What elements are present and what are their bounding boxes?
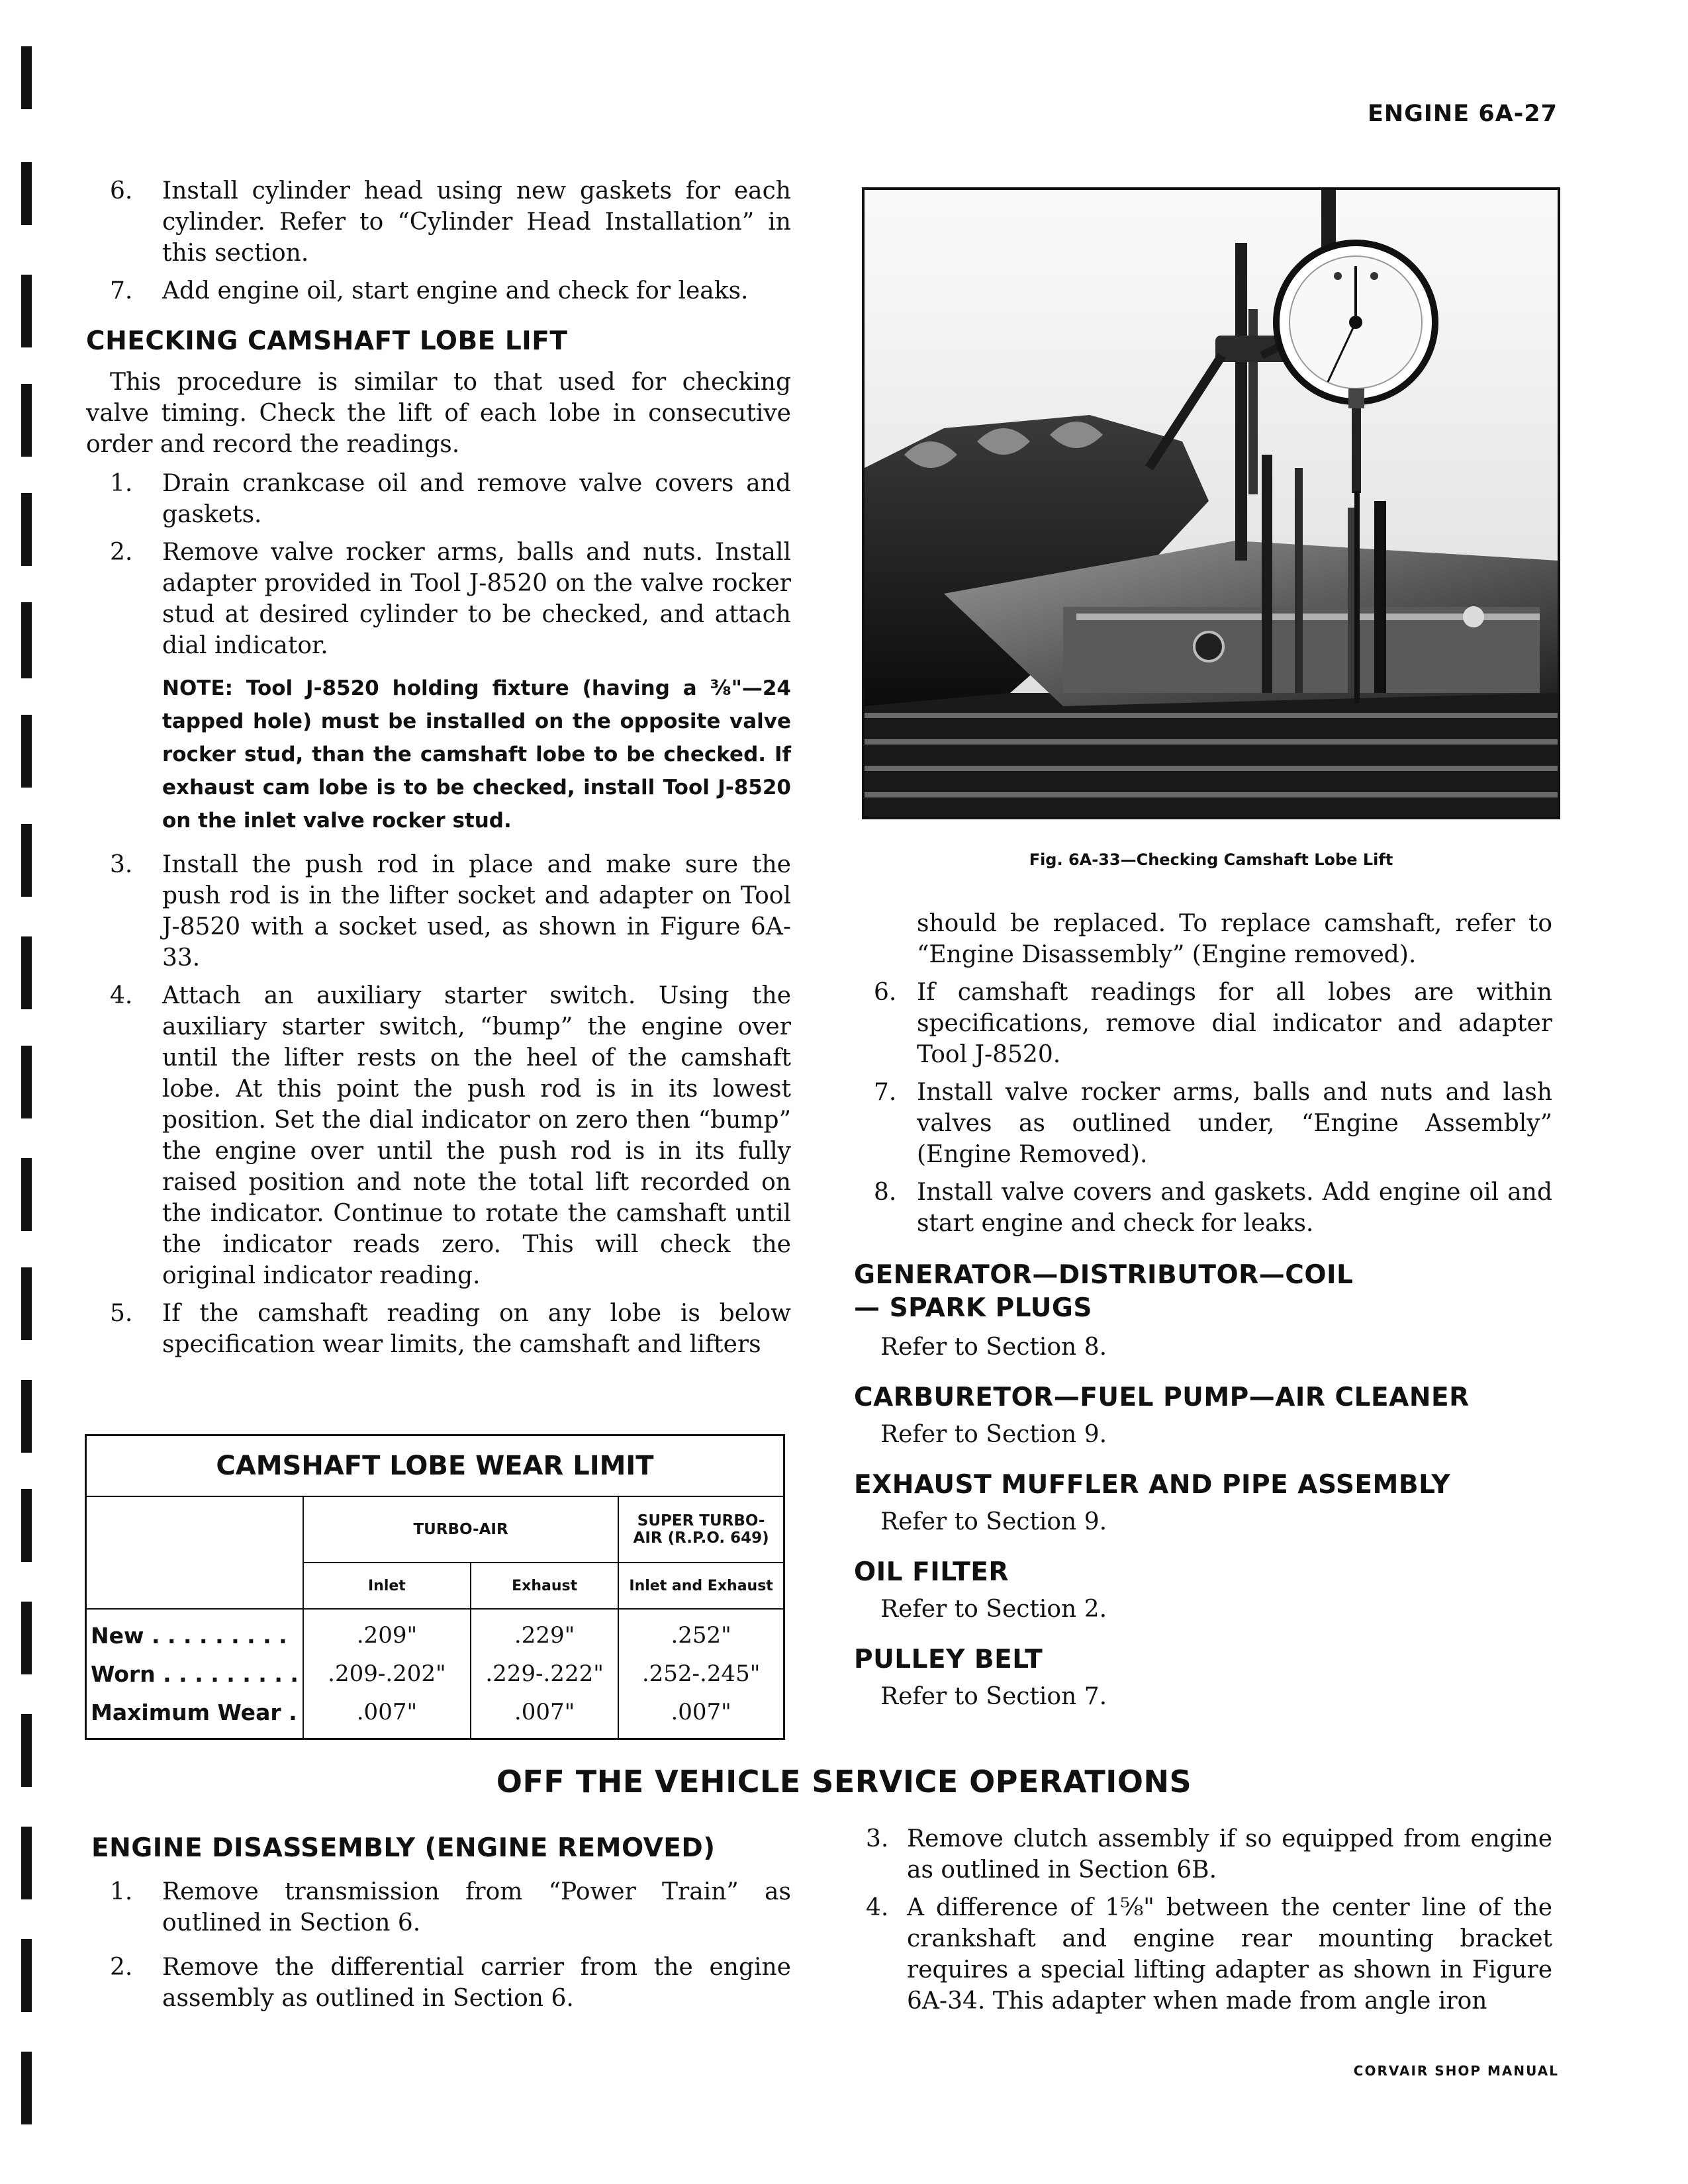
list-item — [86, 468, 791, 530]
figure-photo — [862, 187, 1560, 819]
section-heading: PULLEY BELT — [854, 1645, 1043, 1674]
step-number: 6. — [874, 979, 897, 1006]
binding-mark — [21, 1827, 32, 1899]
list-item — [854, 1177, 1552, 1239]
step-text: Remove clutch assembly if so equipped from engine as outlined in Section 6B. — [907, 1825, 1552, 1884]
major-section-title: OFF THE VEHICLE SERVICE OPERATIONS — [496, 1764, 1192, 1799]
step-number: 4. — [866, 1894, 889, 1921]
page-footer: CORVAIR SHOP MANUAL — [1353, 2063, 1559, 2079]
wear-limit-table — [85, 1434, 785, 1740]
cell-exhaust: .229-.222" — [471, 1655, 618, 1693]
step-text: Remove valve rocker arms, balls and nuts. Install adapter provided in Tool J-8520 on the valve rocker stud at desired cylinder to be checked, and attach dial indicator. — [162, 539, 791, 659]
cell-super: .007" — [618, 1693, 784, 1739]
binding-mark — [21, 275, 32, 347]
step-number: 3. — [866, 1825, 889, 1852]
right-column — [854, 908, 1552, 1712]
binding-mark — [21, 162, 32, 225]
row-label: Maximum Wear . — [86, 1693, 303, 1739]
binding-mark — [21, 1489, 32, 1562]
step-number: 7. — [874, 1079, 897, 1106]
section-text: Refer to Section 9. — [880, 1421, 1107, 1448]
step-number: 2. — [110, 1954, 133, 1981]
row-label: New . . . . . . . . . — [86, 1609, 303, 1655]
step-text: Add engine oil, start engine and check for leaks. — [162, 277, 749, 304]
continuation-paragraph: should be replaced. To replace camshaft, refer to “Engine Disassembly” (Engine removed). — [917, 910, 1552, 968]
intro-paragraph: This procedure is similar to that used for checking valve timing. Check the lift of each lobe in consecutive order and record the readings. — [86, 369, 791, 458]
left-column-bottom — [86, 1833, 791, 2021]
binding-mark — [21, 384, 32, 457]
table-row — [86, 1609, 784, 1655]
binding-mark — [21, 1380, 32, 1453]
section-heading: ENGINE DISASSEMBLY (ENGINE REMOVED) — [91, 1833, 716, 1863]
section-text: Refer to Section 8. — [880, 1334, 1107, 1361]
list-item — [854, 1823, 1552, 1886]
step-text: Attach an auxiliary starter switch. Using the auxiliary starter switch, “bump” the engine over until the lifter rests on the heel of the camshaft lobe. At this point the push rod is in its lowest position. Set the dial indicator on zero then “bump” the engine over until the push rod is in its fully raised position and note the total lift recorded on the indicator. Continue to rotate the camshaft until the indicator reads zero. This will check the original indicator reading. — [162, 982, 791, 1289]
table-title: CAMSHAFT LOBE WEAR LIMIT — [86, 1435, 784, 1497]
left-column — [86, 175, 791, 1367]
binding-mark — [21, 1158, 32, 1231]
step-number: 6. — [110, 177, 133, 205]
cell-exhaust: .229" — [471, 1609, 618, 1655]
cell-super: .252-.245" — [618, 1655, 784, 1693]
section-text: Refer to Section 7. — [880, 1683, 1107, 1710]
figure-caption: Fig. 6A-33—Checking Camshaft Lobe Lift — [1029, 850, 1393, 869]
list-item — [86, 175, 791, 269]
step-number: 1. — [110, 470, 133, 497]
step-text: Remove the differential carrier from the engine assembly as outlined in Section 6. — [162, 1954, 791, 2012]
step-number: 7. — [110, 277, 133, 304]
cell-inlet: .007" — [303, 1693, 471, 1739]
list-item — [854, 1892, 1552, 2017]
step-number: 1. — [110, 1878, 133, 1905]
binding-mark — [21, 602, 32, 678]
cell-inlet: .209" — [303, 1609, 471, 1655]
list-item — [854, 1077, 1552, 1170]
list-item — [86, 1952, 791, 2014]
group-header-turbo: TURBO-AIR — [303, 1496, 618, 1563]
list-item — [86, 980, 791, 1291]
step-text: Install cylinder head using new gaskets for each cylinder. Refer to “Cylinder Head Installation” in this section. — [162, 177, 791, 267]
engine-dial-indicator-illustration — [865, 190, 1558, 817]
binding-mark — [21, 1046, 32, 1118]
list-item — [86, 1298, 791, 1360]
step-number: 3. — [110, 851, 133, 878]
right-column-bottom — [854, 1823, 1552, 2023]
cell-exhaust: .007" — [471, 1693, 618, 1739]
binding-mark — [21, 1602, 32, 1674]
row-label: Worn . . . . . . . . . — [86, 1655, 303, 1693]
step-number: 5. — [110, 1300, 133, 1327]
step-text: A difference of 1⅝" between the center line of the crankshaft and engine rear mounting bracket requires a special lifting adapter as shown in Figure 6A-34. This adapter when made from angle iron — [907, 1894, 1552, 2015]
section-heading: GENERATOR—DISTRIBUTOR—COIL— SPARK PLUGS — [854, 1260, 1354, 1323]
step-text: Install valve covers and gaskets. Add engine oil and start engine and check for leaks. — [917, 1179, 1552, 1237]
step-number: 2. — [110, 539, 133, 566]
step-text: Install valve rocker arms, balls and nuts and lash valves as outlined under, “Engine Assembly” (Engine Removed). — [917, 1079, 1552, 1168]
step-number: 4. — [110, 982, 133, 1009]
section-heading: OIL FILTER — [854, 1557, 1009, 1587]
cell-super: .252" — [618, 1609, 784, 1655]
section-text: Refer to Section 2. — [880, 1596, 1107, 1623]
page-header: ENGINE 6A-27 — [1367, 101, 1558, 127]
note-text: NOTE: Tool J-8520 holding fixture (having a ⅜"—24 tapped hole) must be installed on the opposite valve rocker stud, than the camshaft lobe to be checked. If exhaust cam lobe is to be checked, install Tool J-8520 on the inlet valve rocker stud. — [162, 676, 791, 833]
step-text: Install the push rod in place and make sure the push rod is in the lifter socket and adapter on Tool J-8520 with a socket used, as shown in Figure 6A-33. — [162, 851, 791, 972]
binding-mark — [21, 936, 32, 1009]
step-text: Remove transmission from “Power Train” as outlined in Section 6. — [162, 1878, 791, 1936]
list-item — [86, 1876, 791, 1938]
column-header-inlet: Inlet — [303, 1563, 471, 1609]
binding-mark — [21, 493, 32, 566]
binding-mark — [21, 46, 32, 109]
binding-mark — [21, 824, 32, 897]
table-row — [86, 1655, 784, 1693]
step-text: If the camshaft reading on any lobe is below specification wear limits, the camshaft and lifters — [162, 1300, 791, 1358]
list-item — [86, 849, 791, 974]
binding-mark — [21, 1267, 32, 1340]
step-text: If camshaft readings for all lobes are within specifications, remove dial indicator and adapter Tool J-8520. — [917, 979, 1552, 1068]
table-corner — [86, 1496, 303, 1609]
binding-mark — [21, 2052, 32, 2124]
cell-inlet: .209-.202" — [303, 1655, 471, 1693]
group-header-super: SUPER TURBO-AIR (R.P.O. 649) — [618, 1496, 784, 1563]
list-item — [86, 275, 791, 306]
section-heading: CARBURETOR—FUEL PUMP—AIR CLEANER — [854, 1383, 1470, 1412]
section-heading: EXHAUST MUFFLER AND PIPE ASSEMBLY — [854, 1470, 1451, 1500]
list-item — [86, 537, 791, 661]
binding-mark — [21, 1939, 32, 2012]
table-row — [86, 1693, 784, 1739]
step-text: Drain crankcase oil and remove valve covers and gaskets. — [162, 470, 791, 528]
section-heading: CHECKING CAMSHAFT LOBE LIFT — [86, 326, 568, 356]
column-header-exhaust: Exhaust — [471, 1563, 618, 1609]
column-header-inlet-exhaust: Inlet and Exhaust — [618, 1563, 784, 1609]
list-item — [854, 977, 1552, 1070]
section-text: Refer to Section 9. — [880, 1508, 1107, 1535]
step-number: 8. — [874, 1179, 897, 1206]
binding-mark — [21, 715, 32, 788]
